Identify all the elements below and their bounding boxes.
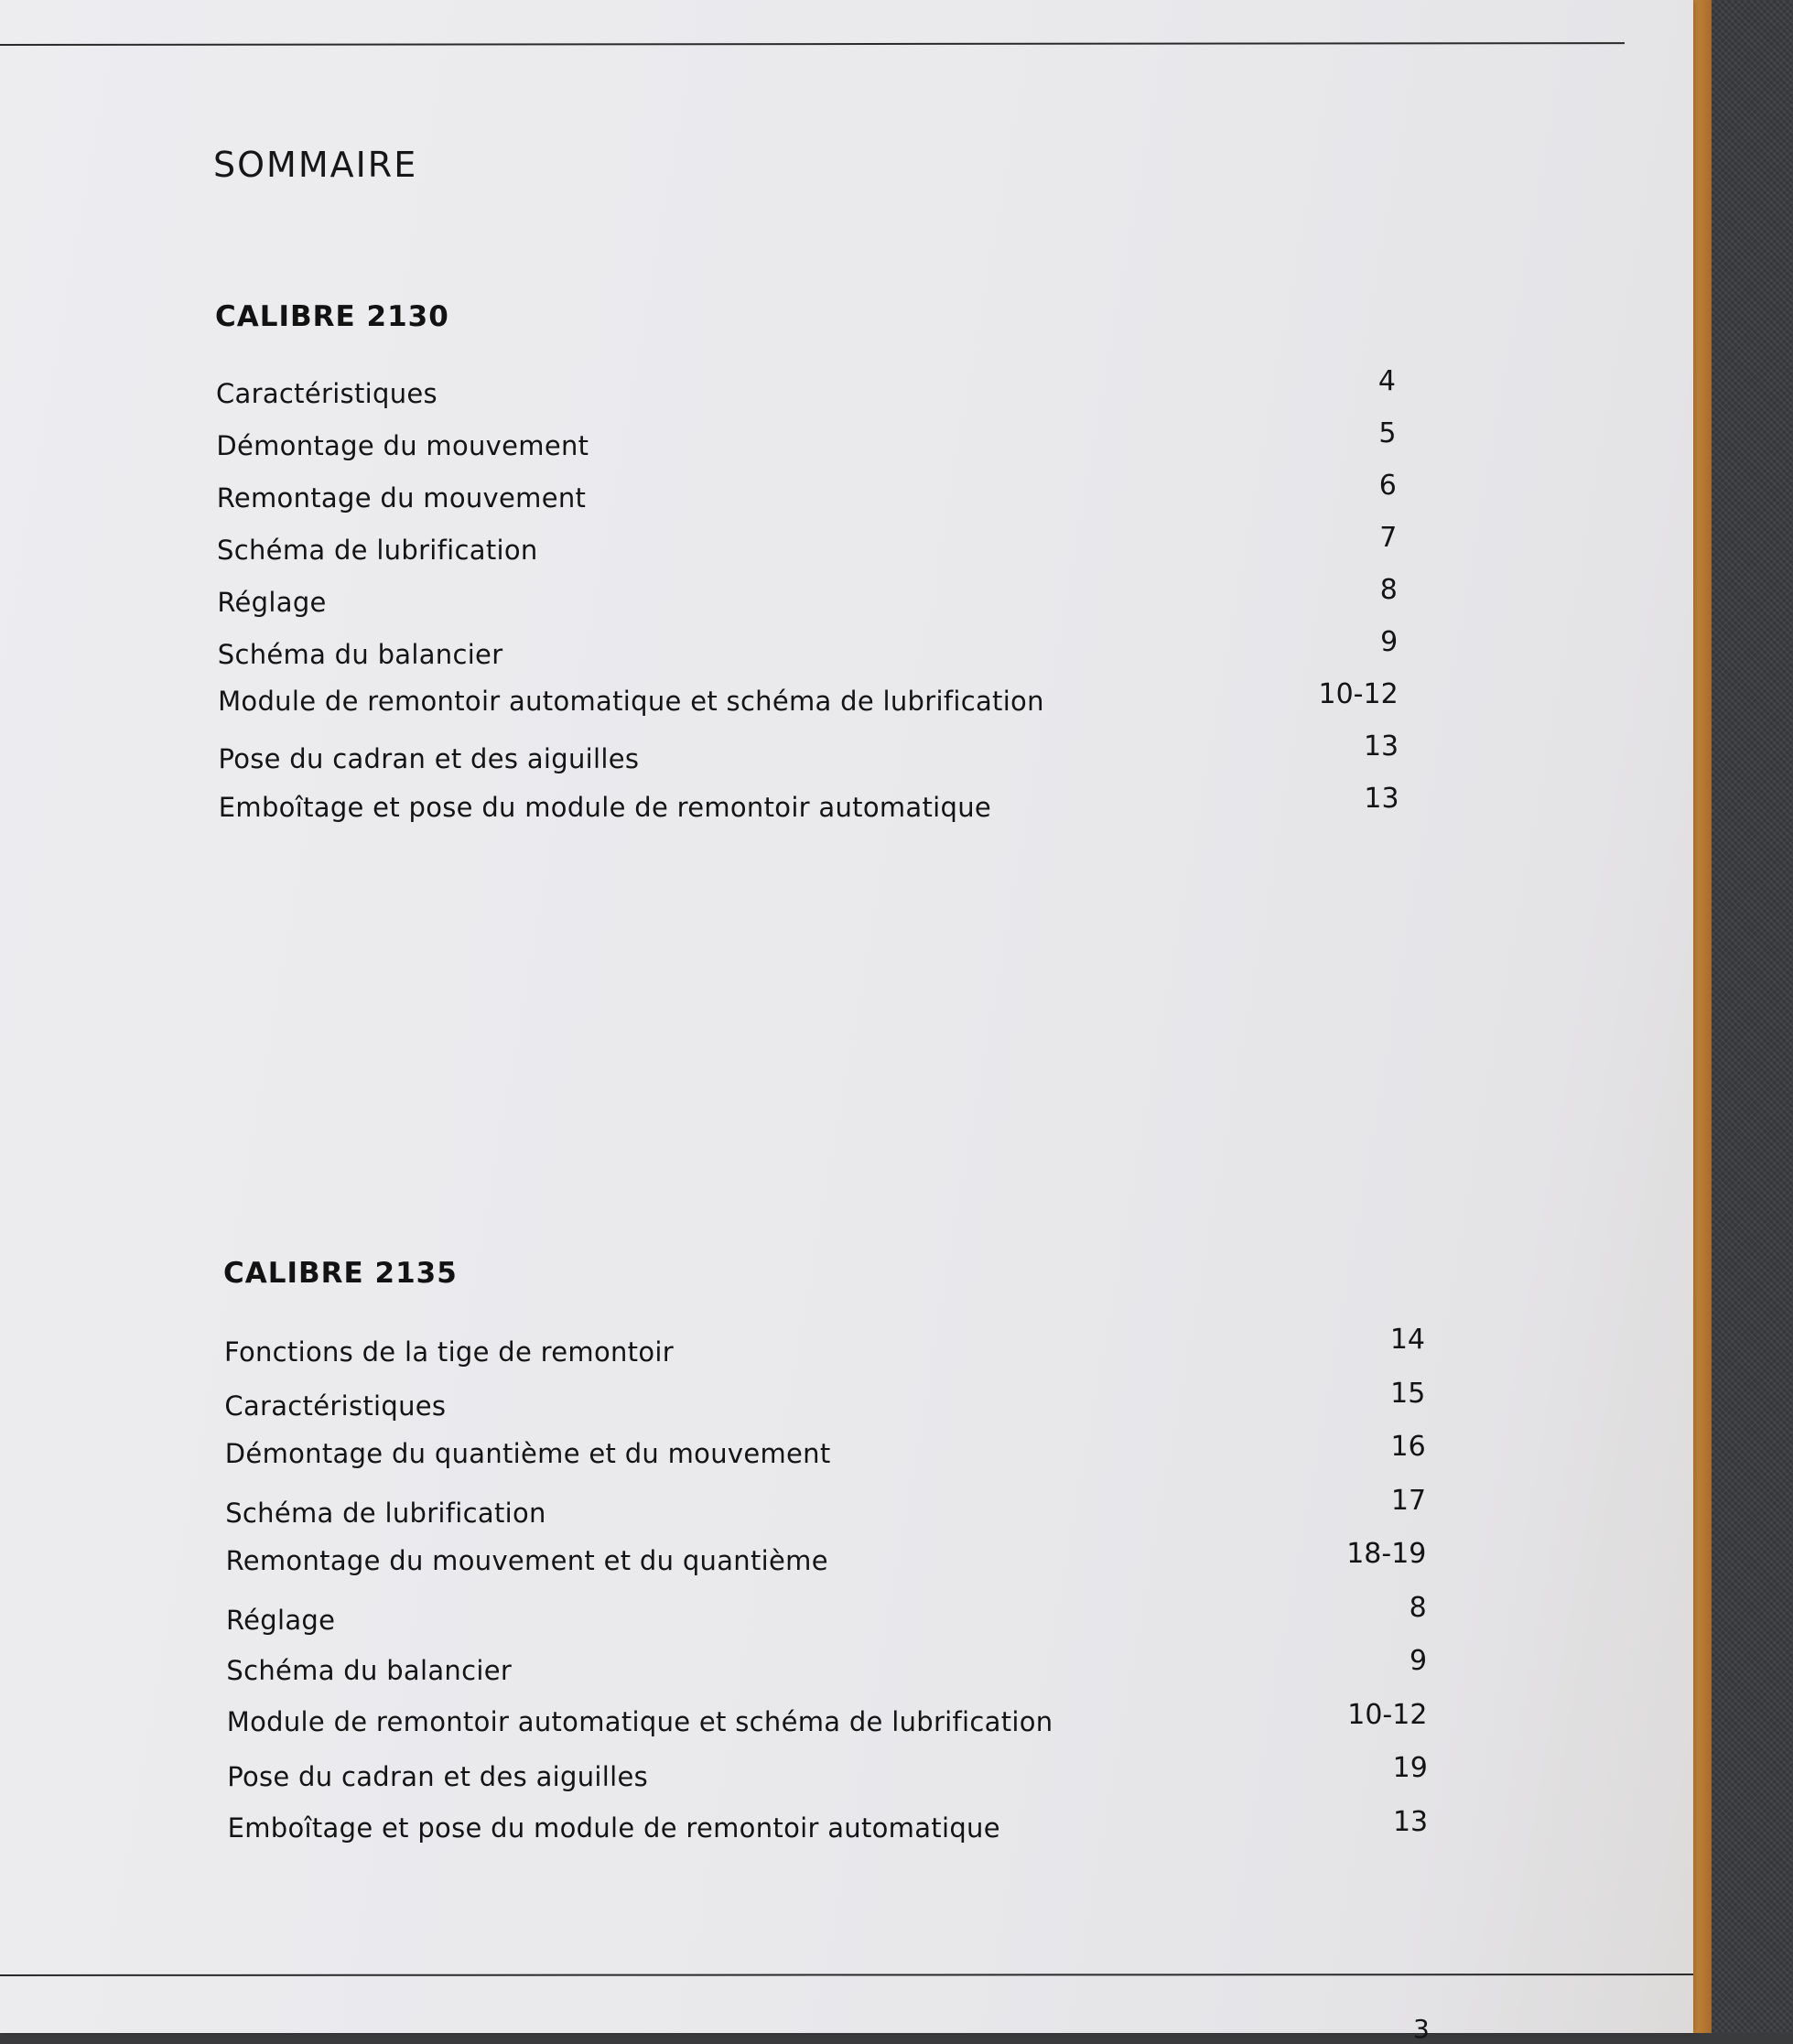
toc-entry xyxy=(0,1377,1464,1431)
toc-entry-page: 15 xyxy=(1390,1377,1426,1410)
toc-entry-page: 18-19 xyxy=(1346,1538,1427,1570)
toc-entry-page: 10-12 xyxy=(1347,1698,1428,1731)
toc-entry-label: Caractéristiques xyxy=(224,1390,447,1422)
toc-entry-page: 14 xyxy=(1389,1324,1425,1356)
toc-entry-label: Réglage xyxy=(226,1604,336,1636)
toc-entry-page: 13 xyxy=(1364,783,1399,815)
toc-entry xyxy=(0,783,1464,836)
toc-entry xyxy=(0,730,1464,784)
bottom-rule xyxy=(0,1974,1693,1976)
toc-entry xyxy=(0,522,1464,575)
page-number: 3 xyxy=(1413,2014,1430,2044)
toc-entry-page: 8 xyxy=(1379,574,1398,606)
toc-entry-page: 10-12 xyxy=(1318,678,1399,710)
toc-entry-label: Remontage du mouvement et du quantième xyxy=(225,1545,828,1576)
page-title: SOMMAIRE xyxy=(213,145,418,185)
toc-entry-label: Module de remontoir automatique et schéma de lubrification xyxy=(226,1705,1053,1737)
toc-entry xyxy=(0,626,1464,679)
toc-entry xyxy=(0,470,1464,523)
toc-entry xyxy=(0,1324,1464,1377)
toc-entry-label: Fonctions de la tige de remontoir xyxy=(224,1336,674,1368)
toc-entry xyxy=(0,1538,1464,1591)
toc-entry-page: 16 xyxy=(1390,1431,1426,1463)
toc-entry-page: 9 xyxy=(1380,626,1399,658)
toc-entry-page: 5 xyxy=(1378,417,1397,449)
toc-entry xyxy=(0,365,1464,418)
toc-entry-label: Réglage xyxy=(217,587,327,618)
toc-entry-label: Schéma de lubrification xyxy=(217,535,538,566)
toc-entry-label: Démontage du quantième et du mouvement xyxy=(224,1438,831,1469)
toc-entry xyxy=(0,574,1464,627)
toc-entry-page: 9 xyxy=(1410,1645,1428,1677)
section-heading: CALIBRE 2135 xyxy=(223,1257,458,1290)
toc-entry-label: Démontage du mouvement xyxy=(216,430,589,461)
toc-entry xyxy=(0,1698,1464,1752)
toc-entry-page: 7 xyxy=(1379,522,1398,554)
binder-cover xyxy=(1711,0,1793,2033)
toc-entry-page: 13 xyxy=(1392,1805,1429,1838)
toc-entry-page: 17 xyxy=(1390,1484,1427,1517)
toc-entry-page: 6 xyxy=(1378,470,1397,502)
toc-entry-label: Remontage du mouvement xyxy=(216,482,587,514)
toc-entry-label: Emboîtage et pose du module de remontoir automatique xyxy=(227,1811,1000,1844)
toc-entry-label: Caractéristiques xyxy=(216,378,437,409)
toc-entry-page: 8 xyxy=(1409,1591,1427,1624)
section-heading: CALIBRE 2130 xyxy=(215,300,449,333)
toc-entry-label: Pose du cadran et des aiguilles xyxy=(218,743,640,774)
toc-entry xyxy=(0,1484,1464,1538)
toc-entry-label: Schéma du balancier xyxy=(217,639,503,670)
toc-entry-label: Emboîtage et pose du module de remontoir automatique xyxy=(218,792,992,823)
toc-entry xyxy=(0,1431,1464,1484)
top-rule xyxy=(0,42,1625,46)
toc-entry-page: 4 xyxy=(1377,365,1396,397)
toc-entry xyxy=(0,1645,1464,1698)
toc-entry xyxy=(0,417,1464,470)
toc-entry-page: 19 xyxy=(1392,1752,1428,1784)
toc-entry-label: Module de remontoir automatique et schéma de lubrification xyxy=(218,686,1044,717)
toc-entry-page: 13 xyxy=(1363,730,1399,762)
toc-entry-label: Pose du cadran et des aiguilles xyxy=(227,1761,649,1792)
toc-entry xyxy=(0,678,1464,731)
toc-entry xyxy=(0,1805,1464,1859)
toc-entry xyxy=(0,1591,1464,1645)
toc-entry-label: Schéma du balancier xyxy=(226,1655,513,1686)
toc-entry-label: Schéma de lubrification xyxy=(225,1497,546,1529)
toc-entry xyxy=(0,1752,1464,1805)
